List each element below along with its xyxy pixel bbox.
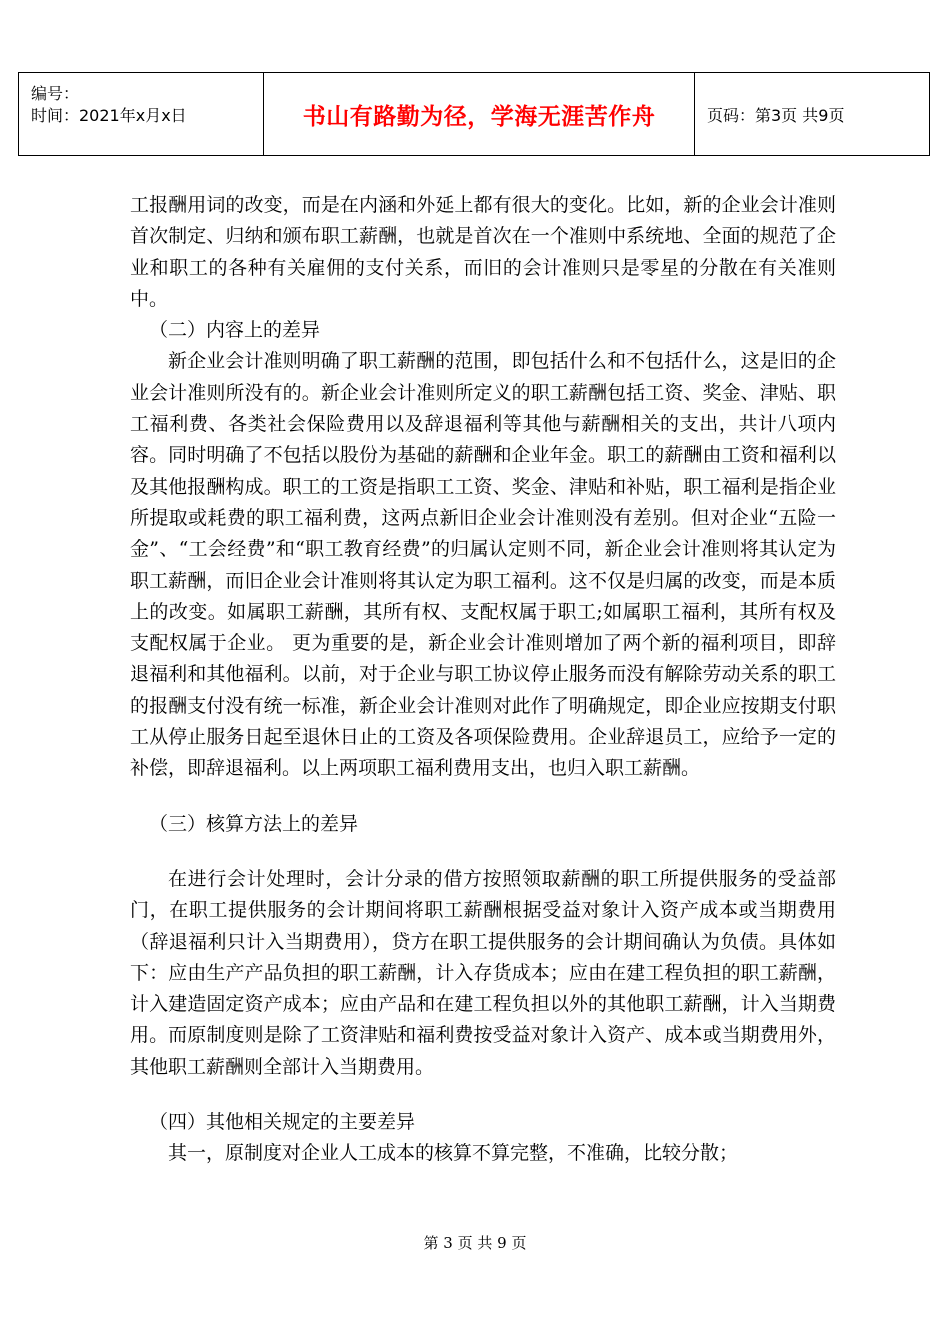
section-heading-content-differences: （二）内容上的差异	[149, 319, 321, 342]
paragraph-other-differences: 其一，原制度对企业人工成本的核算不算完整，不准确，比较分散；	[168, 1142, 739, 1165]
paragraph-accounting-method: 在进行会计处理时，会计分录的借方按照领取薪酬的职工所提供服务的受益部门，在职工提供服务的会计期间将职工薪酬根据受益对象计入资产成本或当期费用（辞退福利只计入当期费用），贷方在职工提供服务的会计期间确认为负债。具体如下：应由生产产品负担的职工薪酬，计入存货成本；应由在建工程负担的职工薪酬，计入建造固定资产成本；应由产品和在建工程负担以外的其他职工薪酬，计入当期费用。而原制度则是除了工资津贴和福利费按受益对象计入资产、成本或当期费用外，其他职工薪酬则全部计入当期费用。	[130, 867, 836, 1078]
page-footer: 第 3 页 共 9 页	[423, 1234, 527, 1252]
paragraph-continuation: 工报酬用词的改变，而是在内涵和外延上都有很大的变化。比如，新的企业会计准则首次制定、归纳和颁布职工薪酬，也就是首次在一个准则中系统地、全面的规范了企业和职工的各种有关雇佣的支付关系，而旧的会计准则只是零星的分散在有关准则中。	[130, 194, 836, 310]
header-page-info: 页码：第3页 共9页	[695, 73, 930, 156]
header-meta-cell	[19, 73, 264, 156]
document-body	[130, 190, 836, 1170]
section-heading-accounting-method: （三）核算方法上的差异	[149, 812, 359, 835]
document-date: 时间：2021年x月x日	[31, 106, 187, 125]
document-number-label: 编号：	[31, 84, 80, 103]
header-table	[18, 72, 930, 156]
paragraph-content-differences: 新企业会计准则明确了职工薪酬的范围，即包括什么和不包括什么，这是旧的企业会计准则所没有的。新企业会计准则所定义的职工薪酬包括工资、奖金、津贴、职工福利费、各类社会保险费用以及辞退福利等其他与薪酬相关的支出，共计八项内容。同时明确了不包括以股份为基础的薪酬和企业年金。职工的薪酬由工资和福利以及其他报酬构成。职工的工资是指职工工资、奖金、津贴和补贴，职工福利是指企业所提取或耗费的职工福利费，这两点新旧企业会计准则没有差别。但对企业“五险一金”、“工会经费”和“职工教育经费”的归属认定则不同，新企业会计准则将其认定为职工薪酬，而旧企业会计准则将其认定为职工福利。这不仅是归属的改变，而是本质上的改变。如属职工薪酬，其所有权、支配权属于职工;如属职工福利，其所有权及支配权属于企业。 更为重要的是，新企业会计准则增加了两个新的福利项目，即辞退福利和其他福利。以前，对于企业与职工协议停止服务而没有解除劳动关系的职工的报酬支付没有统一标准，新企业会计准则对此作了明确规定，即企业应按期支付职工从停止服务日起至退休日止的工资及各项保险费用。企业辞退员工，应给予一定的补偿，即辞退福利。以上两项职工福利费用支出，也归入职工薪酬。	[130, 350, 836, 780]
section-heading-other-differences: （四）其他相关规定的主要差异	[149, 1111, 416, 1134]
header-motto: 书山有路勤为径，学海无涯苦作舟	[264, 73, 695, 156]
